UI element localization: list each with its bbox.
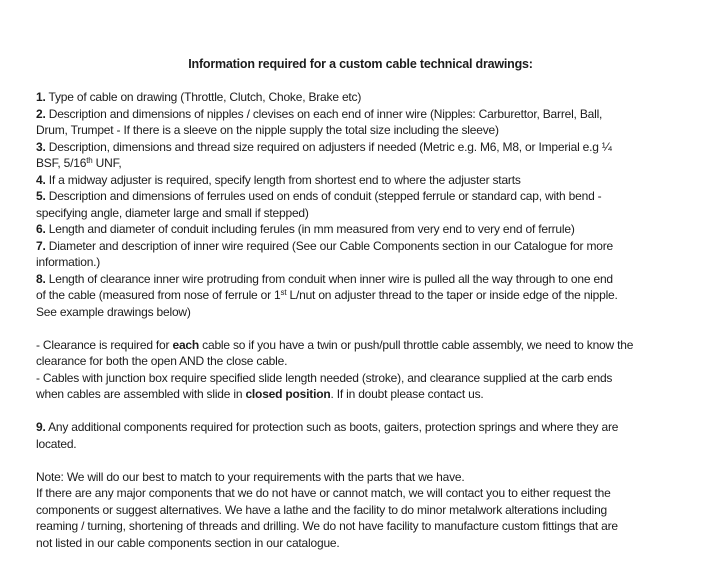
- text-run: Note: We will do our best to match to your requirements with the parts that we have.: [36, 469, 465, 484]
- text-run: If a midway adjuster is required, specify length from shortest end to where the adjuster starts: [45, 172, 521, 187]
- text-run: reaming / turning, shortening of threads and drilling. We do not have facility to manufacture custom fittings that are: [36, 519, 618, 533]
- text-line: [36, 254, 685, 271]
- text-run: 4.: [36, 172, 46, 187]
- text-run: clearance for both the open AND the close cable.: [36, 354, 288, 368]
- text-run: Length and diameter of conduit including ferules (in mm measured from very end to very end of ferrule): [45, 222, 575, 236]
- text-run: specifying angle, diameter large and small if stepped): [36, 205, 309, 220]
- text-line: [36, 188, 685, 205]
- text-run: Type of cable on drawing (Throttle, Clutch, Choke, Brake etc): [45, 90, 362, 104]
- text-run: Drum, Trumpet - If there is a sleeve on the nipple supply the total size including the sleeve): [36, 123, 499, 137]
- text-run: If there are any major components that we do not have or cannot match, we will contact you to either request the: [36, 486, 611, 500]
- text-line: [36, 271, 685, 288]
- text-line: [36, 221, 685, 238]
- text-line: [36, 485, 685, 502]
- text-run: 9.: [36, 420, 46, 434]
- text-run: 1.: [36, 90, 46, 104]
- text-line: [36, 469, 685, 486]
- text-run: th: [86, 156, 93, 165]
- paragraph-numbered-requirements: [36, 89, 685, 320]
- text-line: [36, 353, 685, 370]
- paragraph-item-nine: [36, 419, 685, 452]
- text-run: st: [280, 288, 287, 297]
- text-run: Any additional components required for protection such as boots, gaiters, protection springs and where they are: [45, 420, 619, 434]
- text-run: when cables are assembled with slide in: [36, 387, 246, 401]
- text-run: cable so if you have a twin or push/pull throttle cable assembly, we need to know the: [199, 337, 634, 352]
- text-line: [36, 386, 685, 403]
- text-line: [36, 436, 685, 453]
- text-line: [36, 304, 685, 321]
- text-line: [36, 502, 685, 519]
- text-run: 5.: [36, 189, 46, 203]
- text-line: [36, 287, 685, 304]
- text-line: [36, 172, 685, 189]
- text-run: UNF,: [92, 156, 122, 170]
- text-run: closed position: [245, 387, 331, 401]
- text-run: . If in doubt please contact us.: [330, 387, 484, 401]
- text-run: L/nut on adjuster thread to the taper or inside edge of the nipple.: [286, 288, 618, 302]
- text-run: information.): [36, 255, 101, 269]
- text-run: 7.: [36, 238, 46, 253]
- text-run: located.: [36, 436, 77, 451]
- text-run: components or suggest alternatives. We have a lathe and the facility to do minor metalwork alterations including: [36, 502, 608, 517]
- text-run: See example drawings below): [36, 304, 191, 319]
- text-run: Description, dimensions and thread size required on adjusters if needed (Metric e.g. M6, M8, or Imperial e.g ¼: [45, 139, 612, 154]
- text-line: [36, 337, 685, 354]
- text-line: [36, 155, 685, 172]
- text-run: Diameter and description of inner wire required (See our Cable Components section in our Catalogue for more: [45, 238, 613, 253]
- document-title: Information required for a custom cable technical drawings:: [188, 57, 533, 71]
- text-run: 8.: [36, 271, 46, 286]
- document-body: [36, 89, 685, 551]
- text-line: [36, 89, 685, 106]
- text-run: 3.: [36, 139, 46, 154]
- text-line: [36, 139, 685, 156]
- text-line: [36, 419, 685, 436]
- text-line: [36, 238, 685, 255]
- text-line: [36, 370, 685, 387]
- text-run: Length of clearance inner wire protruding from conduit when inner wire is pulled all the way through to one end: [45, 271, 613, 286]
- text-run: 2.: [36, 106, 46, 121]
- text-run: - Clearance is required for: [36, 337, 173, 352]
- text-line: [36, 205, 685, 222]
- text-line: [36, 122, 685, 139]
- text-run: 6.: [36, 222, 46, 236]
- text-run: - Cables with junction box require specified slide length needed (stroke), and clearance supplied at the carb ends: [36, 370, 613, 385]
- text-run: not listed in our cable components section in our catalogue.: [36, 535, 340, 550]
- text-run: each: [172, 337, 200, 352]
- text-run: Description and dimensions of ferrules used on ends of conduit (stepped ferrule or standard cap, with bend -: [45, 189, 602, 203]
- paragraph-matching-note: [36, 469, 685, 552]
- paragraph-clearance-notes: [36, 337, 685, 403]
- text-line: [36, 518, 685, 535]
- text-run: BSF, 5/16: [36, 156, 87, 170]
- text-run: Description and dimensions of nipples / clevises on each end of inner wire (Nipples: Carburettor, Barrel, Ball,: [45, 106, 603, 121]
- text-line: [36, 535, 685, 552]
- text-line: [36, 106, 685, 123]
- text-run: of the cable (measured from nose of ferrule or 1: [36, 288, 281, 302]
